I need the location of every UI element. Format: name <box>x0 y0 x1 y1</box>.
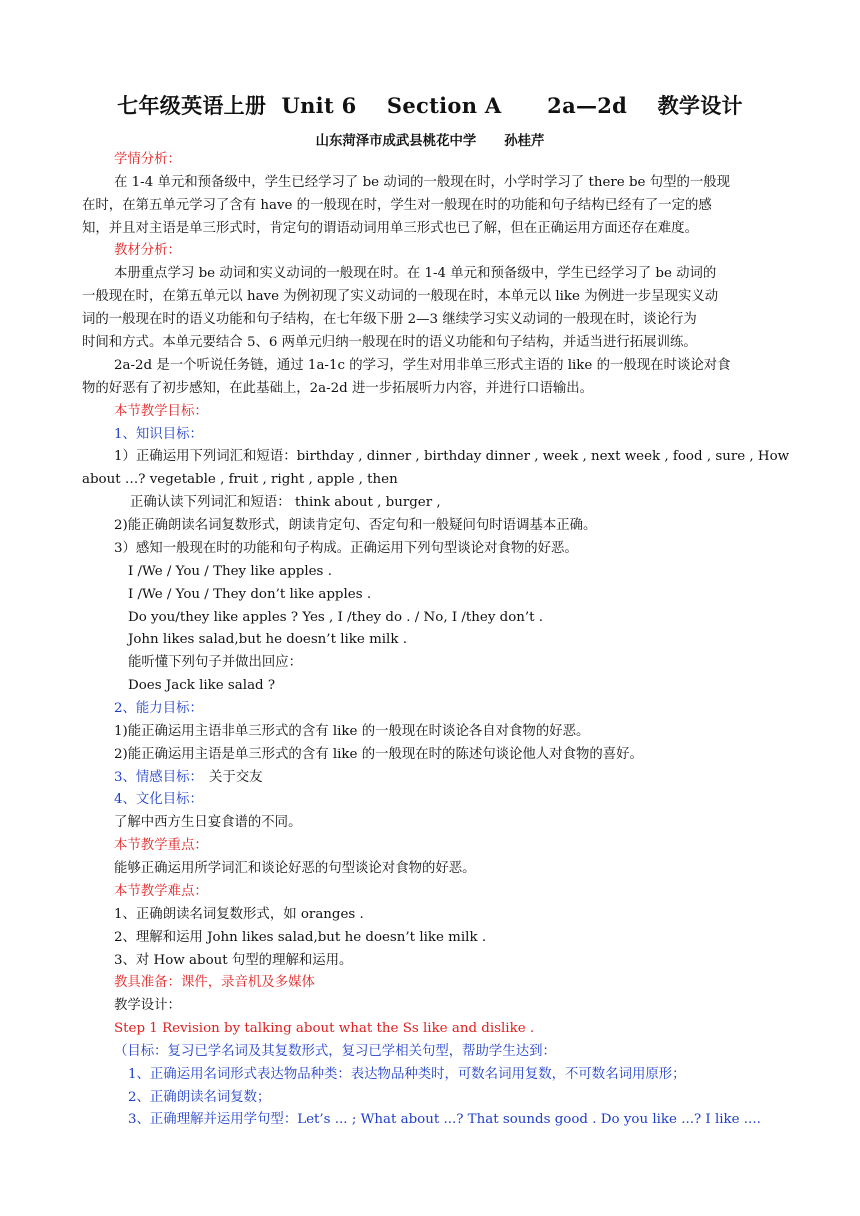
paragraph-line: 时间和方式。本单元要结合 5、6 两单元归纳一般现在时的语义功能和句子结构，并适当进行拓展训练。 <box>82 335 697 350</box>
list-item: 2)能正确朗读名词复数形式，朗读肯定句、否定句和一般疑问句时语调基本正确。 <box>114 518 597 533</box>
paragraph-line: 物的好恶有了初步感知，在此基础上，2a-2d 进一步拓展听力内容，并进行口语输出。 <box>82 381 594 396</box>
subheading-culture: 4、文化目标： <box>114 792 203 807</box>
document-title: 七年级英语上册 Unit 6 Section A 2a—2d 教学设计 <box>117 93 743 118</box>
paragraph-line: 2a-2d 是一个听说任务链，通过 1a-1c 的学习，学生对用非单三形式主语的 like 的一般现在时谈论对食 <box>114 358 731 373</box>
paragraph-line: 知，并且对主语是单三形式时，肯定句的谓语动词用单三形式也已了解，但在正确运用方面还存在难度。 <box>82 221 698 236</box>
paragraph-line: 能够正确运用所学词汇和谈论好恶的句型谈论对食物的好恶。 <box>114 861 476 876</box>
heading-material-analysis: 教材分析： <box>114 243 181 258</box>
paragraph-line: 在 1-4 单元和预备级中，学生已经学习了 be 动词的一般现在时，小学时学习了 there be 句型的一般现 <box>114 175 731 190</box>
goal-line: 1、正确运用名词形式表达物品种类：表达物品种类时，可数名词用复数，不可数名词用原形； <box>128 1067 686 1082</box>
paragraph-line: 了解中西方生日宴食谱的不同。 <box>114 815 302 830</box>
example-sentence: I /We / You / They don’t like apples . <box>128 587 372 602</box>
paragraph-line: 在时，在第五单元学习了含有 have 的一般现在时，学生对一般现在时的功能和句子结构已经有了一定的感 <box>82 198 712 213</box>
list-item: 正确认读下列词汇和短语： think about , burger , <box>130 495 441 510</box>
paragraph-line: 本册重点学习 be 动词和实义动词的一般现在时。在 1-4 单元和预备级中，学生已经学习了 be 动词的 <box>114 266 717 281</box>
list-item: 2、理解和运用 John likes salad,but he doesn’t like milk . <box>114 930 487 945</box>
author-line: 山东菏泽市成武县桃花中学 孙桂芹 <box>315 133 545 149</box>
paragraph-line: 词的一般现在时的语义功能和句子结构，在七年级下册 2—3 继续学习实义动词的一般现在时，谈论行为 <box>82 312 697 327</box>
heading-learner-analysis: 学情分析： <box>114 152 181 167</box>
subheading-ability: 2、能力目标： <box>114 701 203 716</box>
list-item: 1、正确朗读名词复数形式，如 oranges . <box>114 907 364 922</box>
list-item: 3、对 How about 句型的理解和运用。 <box>114 953 353 968</box>
example-sentence: John likes salad,but he doesn’t like milk . <box>128 632 407 647</box>
heading-difficulties: 本节教学难点： <box>114 884 208 899</box>
goal-line: 2、正确朗读名词复数； <box>128 1090 271 1105</box>
example-sentence: I /We / You / They like apples . <box>128 564 332 579</box>
subheading-emotion: 3、情感目标： <box>114 770 203 785</box>
heading-teaching-design: 教学设计： <box>114 998 181 1013</box>
list-item: 3）感知一般现在时的功能和句子构成。正确运用下列句型谈论对食物的好恶。 <box>114 541 578 556</box>
subheading-knowledge: 1、知识目标： <box>114 427 203 442</box>
example-sentence: Do you/they like apples ? Yes , I /they do . / No, I /they don’t . <box>128 610 544 625</box>
goal-line: 3、正确理解并运用学句型：Let’s ... ; What about ...? That sounds good . Do you like ...? I like .... <box>128 1112 761 1127</box>
heading-teaching-aids: 教具准备：课件，录音机及多媒体 <box>114 975 315 990</box>
example-sentence: 能听懂下列句子并做出回应： <box>128 655 303 670</box>
list-item: 2)能正确运用主语是单三形式的含有 like 的一般现在时的陈述句谈论他人对食物的喜好。 <box>114 747 643 762</box>
emotion-text: 关于交友 <box>209 770 263 785</box>
list-item: 1)能正确运用主语非单三形式的含有 like 的一般现在时谈论各自对食物的好恶。 <box>114 724 590 739</box>
paragraph-line: 一般现在时，在第五单元以 have 为例初现了实义动词的一般现在时，本单元以 like 为例进一步呈现实义动 <box>82 289 719 304</box>
heading-objectives: 本节教学目标： <box>114 404 208 419</box>
step-heading: Step 1 Revision by talking about what the Ss like and dislike . <box>114 1021 535 1036</box>
example-sentence: Does Jack like salad ? <box>128 678 276 693</box>
goal-line: （目标：复习已学名词及其复数形式，复习已学相关句型，帮助学生达到： <box>114 1044 556 1059</box>
list-item: about …? vegetable , fruit , right , apple , then <box>82 472 398 487</box>
heading-key-points: 本节教学重点： <box>114 838 208 853</box>
list-item: 1）正确运用下列词汇和短语：birthday , dinner , birthday dinner , week , next week , food , sure , How <box>114 449 790 464</box>
